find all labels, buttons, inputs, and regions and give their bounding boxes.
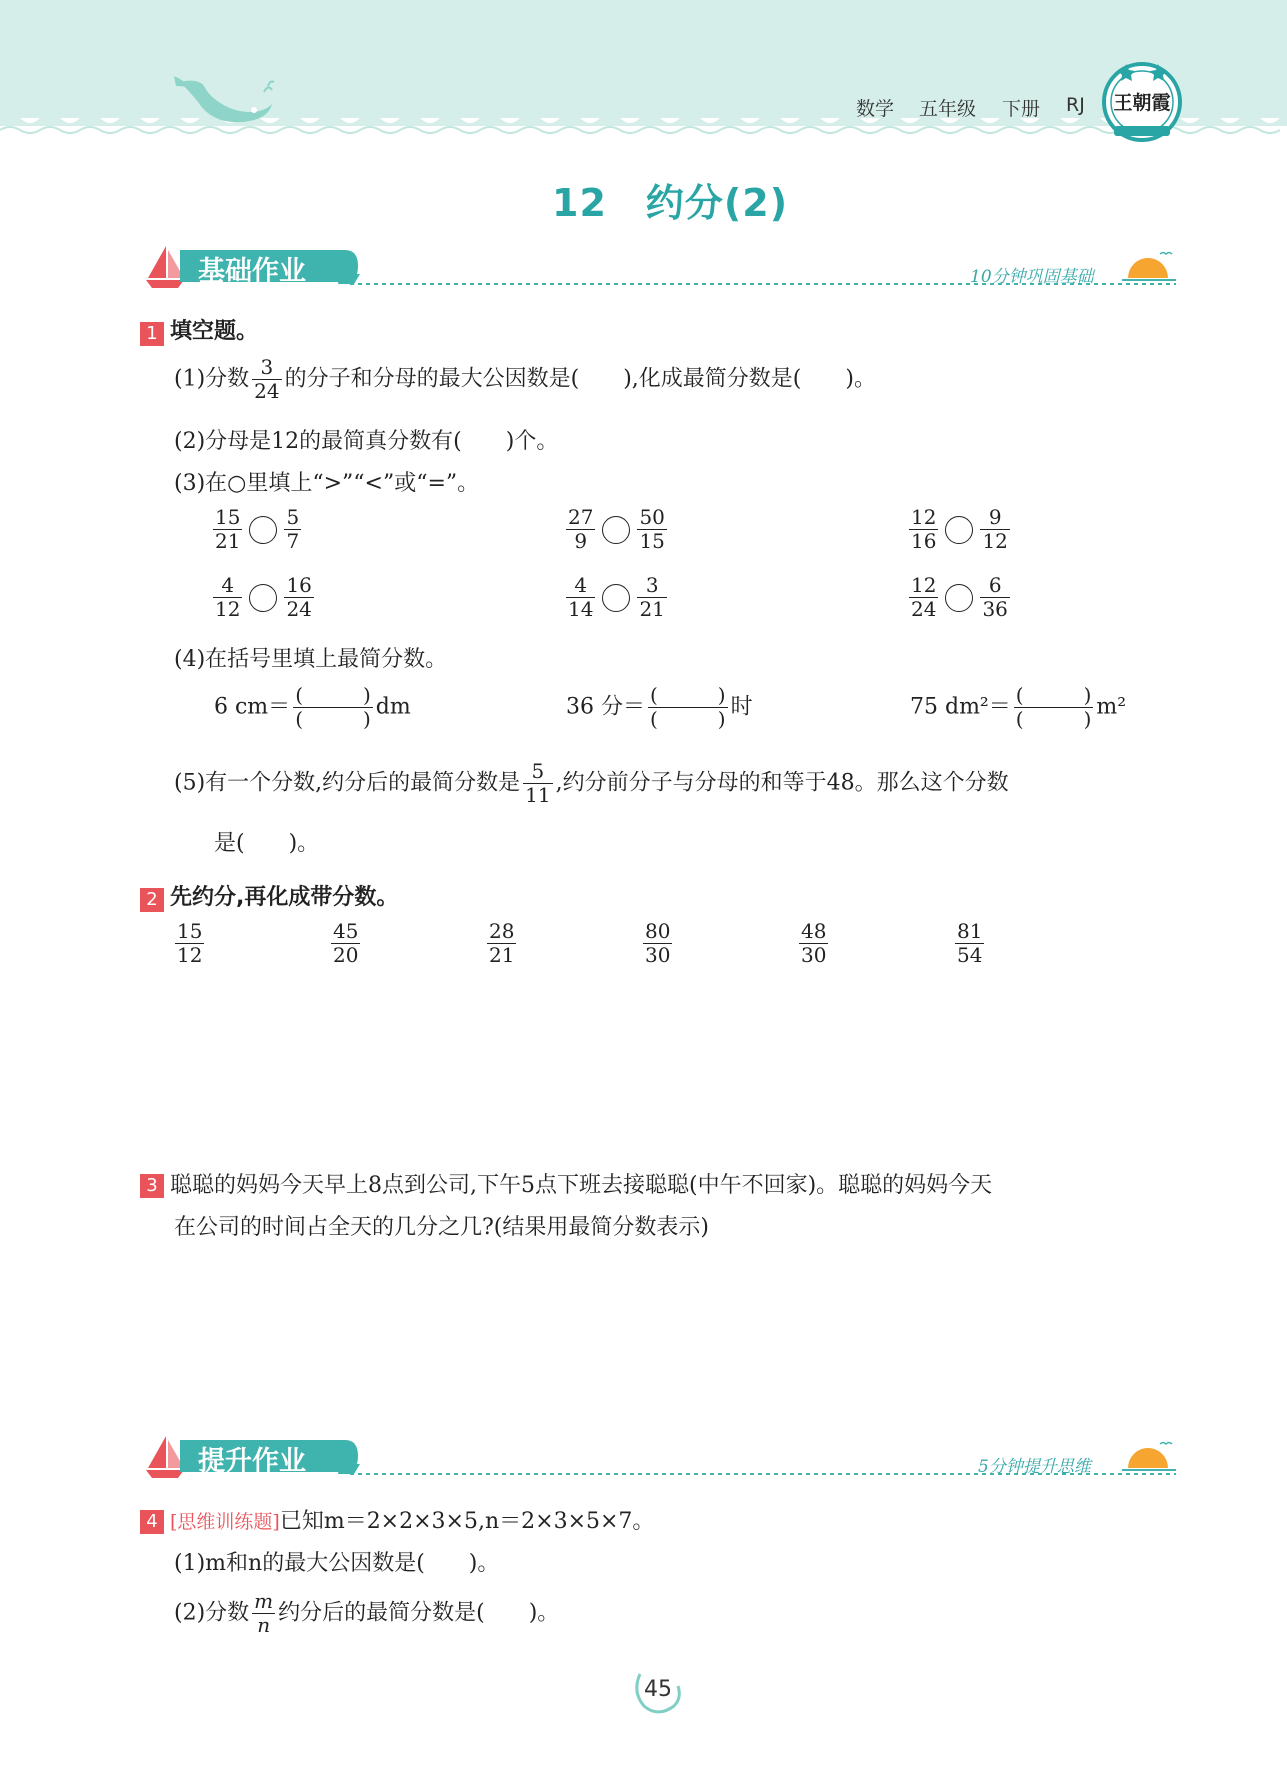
denominator: 7: [286, 529, 300, 553]
q4-part2-text-b: 约分后的最简分数是( )。: [278, 1600, 560, 1626]
header-edition: RJ: [1066, 94, 1085, 116]
logo-text: 王朝霞: [1113, 92, 1171, 114]
q3-number-badge: 3: [140, 1174, 164, 1198]
unit-conversion: [214, 684, 411, 731]
unit-right: 时: [730, 694, 753, 720]
denominator: 12: [215, 597, 241, 621]
numerator: 48: [801, 919, 827, 943]
unit-conversion: [910, 684, 1126, 731]
denominator: 21: [489, 943, 515, 967]
numerator: 80: [645, 919, 671, 943]
numerator: 16: [286, 573, 312, 597]
answer-circle[interactable]: [602, 516, 630, 544]
unit-left: 36 分＝: [566, 694, 645, 720]
header-grade: 五年级: [919, 98, 977, 120]
page-number: 45: [644, 1677, 672, 1702]
numerator: 15: [177, 919, 203, 943]
denominator: 24: [286, 597, 312, 621]
denominator: 14: [568, 597, 594, 621]
numerator: 28: [489, 919, 515, 943]
q3-line2: 在公司的时间占全天的几分之几?(结果用最简分数表示): [174, 1215, 709, 1240]
page-title: 12 约分(2): [552, 181, 789, 225]
q4-part1: (1)m和n的最大公因数是( )。: [174, 1551, 500, 1576]
denominator: 12: [177, 943, 203, 967]
q1-part5-text-a: (5)有一个分数,约分后的最简分数是: [174, 770, 521, 796]
q2-number-badge: 2: [140, 888, 164, 912]
numerator: 12: [911, 573, 937, 597]
q2-fraction: [796, 920, 831, 967]
blank-denominator[interactable]: ( ): [1015, 707, 1092, 731]
numerator: m: [254, 1589, 274, 1613]
numerator: 81: [957, 919, 983, 943]
answer-circle[interactable]: [249, 516, 277, 544]
blank-numerator[interactable]: ( ): [295, 683, 371, 707]
section-advanced-banner: [140, 1434, 1180, 1480]
sunset-icon: [1120, 1440, 1178, 1474]
compare-item: [563, 574, 670, 621]
answer-circle[interactable]: [945, 516, 973, 544]
unit-right: dm: [375, 694, 411, 720]
numerator: 27: [568, 505, 594, 529]
denominator: 24: [911, 597, 937, 621]
numerator: 4: [213, 574, 242, 598]
q4-part2-text-a: (2)分数: [174, 1600, 250, 1626]
numerator: 4: [566, 574, 595, 598]
whale-icon: [172, 72, 282, 132]
q1-number-badge: 1: [140, 322, 164, 346]
q4-number-badge: 4: [140, 1510, 164, 1534]
answer-circle[interactable]: [602, 584, 630, 612]
fraction: [252, 356, 281, 403]
section-advanced-tag: 5分钟提升思维: [978, 1457, 1091, 1477]
denominator: 21: [215, 529, 241, 553]
q1-part5-text-b: ,约分前分子与分母的和等于48。那么这个分数: [555, 770, 1009, 796]
q1-part1-text-a: (1)分数: [174, 366, 250, 392]
compare-item: [210, 506, 304, 553]
unit-right: m²: [1096, 694, 1127, 720]
q1-part3: (3)在○里填上“>”“<”或“=”。: [174, 471, 480, 496]
section-basic-tag: 10分钟巩固基础: [970, 267, 1094, 287]
denominator: 20: [333, 943, 359, 967]
denominator: n: [257, 1613, 271, 1637]
q4-tag: [思维训练题]: [170, 1511, 280, 1533]
header-subject: 数学: [856, 98, 895, 120]
compare-item: [906, 574, 1013, 621]
q1-part4: (4)在括号里填上最简分数。: [174, 647, 448, 672]
q1-part5-continued: 是( )。: [214, 831, 320, 856]
q2-heading: [140, 880, 398, 912]
numerator: 5: [523, 760, 552, 784]
numerator: 5: [286, 505, 300, 529]
unit-left: 6 cm＝: [214, 694, 291, 720]
q4-text: 已知m＝2×2×3×5,n＝2×3×5×7。: [279, 1509, 655, 1534]
numerator: 3: [637, 574, 666, 598]
denominator: 12: [982, 529, 1008, 553]
unit-left: 75 dm²＝: [910, 694, 1011, 720]
q1-part1: [174, 356, 876, 403]
q2-fraction: [484, 920, 519, 967]
numerator: 12: [911, 505, 937, 529]
q4-heading: [140, 1504, 654, 1535]
q2-fraction: [952, 920, 987, 967]
blank-denominator[interactable]: ( ): [295, 707, 371, 731]
section-advanced-label: 提升作业: [198, 1446, 306, 1477]
header-volume: 下册: [1002, 98, 1041, 120]
answer-circle[interactable]: [249, 584, 277, 612]
q1-part1-text-b: 的分子和分母的最大公因数是( ),化成最简分数是( )。: [284, 366, 876, 392]
unit-conversion: [566, 684, 753, 731]
compare-item: [210, 574, 317, 621]
q1-part5: [174, 760, 1009, 807]
q2-fraction: [328, 920, 363, 967]
blank-numerator[interactable]: ( ): [650, 683, 726, 707]
numerator: 6: [980, 574, 1009, 598]
compare-item: [906, 506, 1013, 553]
numerator: 3: [252, 356, 281, 380]
q3-line1: [140, 1168, 992, 1199]
denominator: 24: [254, 379, 280, 403]
sunset-icon: [1120, 250, 1178, 284]
numerator: 50: [639, 505, 665, 529]
denominator: 11: [525, 783, 551, 807]
denominator: 30: [801, 943, 827, 967]
denominator: 36: [982, 597, 1008, 621]
denominator: 9: [574, 529, 588, 553]
blank-denominator[interactable]: ( ): [650, 707, 726, 731]
numerator: 45: [333, 919, 359, 943]
section-basic-label: 基础作业: [198, 256, 306, 287]
q1-part2: (2)分母是12的最简真分数有( )个。: [174, 429, 559, 454]
q2-title: 先约分,再化成带分数。: [170, 885, 399, 910]
q2-fraction: [172, 920, 207, 967]
denominator: 21: [639, 597, 665, 621]
denominator: 16: [911, 529, 937, 553]
compare-item: [563, 506, 670, 553]
denominator: 15: [639, 529, 665, 553]
blank-numerator[interactable]: ( ): [1015, 683, 1092, 707]
section-basic-banner: [140, 244, 1180, 290]
numerator: 9: [980, 506, 1009, 530]
q2-fraction: [640, 920, 675, 967]
denominator: 30: [645, 943, 671, 967]
brand-logo: [1100, 58, 1184, 142]
denominator: 54: [957, 943, 983, 967]
q1-title: 填空题。: [170, 319, 259, 344]
q3-text-line1: 聪聪的妈妈今天早上8点到公司,下午5点下班去接聪聪(中午不回家)。聪聪的妈妈今天: [170, 1173, 993, 1198]
answer-circle[interactable]: [945, 584, 973, 612]
q4-part2: [174, 1590, 559, 1637]
q1-heading: [140, 314, 258, 346]
numerator: 15: [215, 505, 241, 529]
